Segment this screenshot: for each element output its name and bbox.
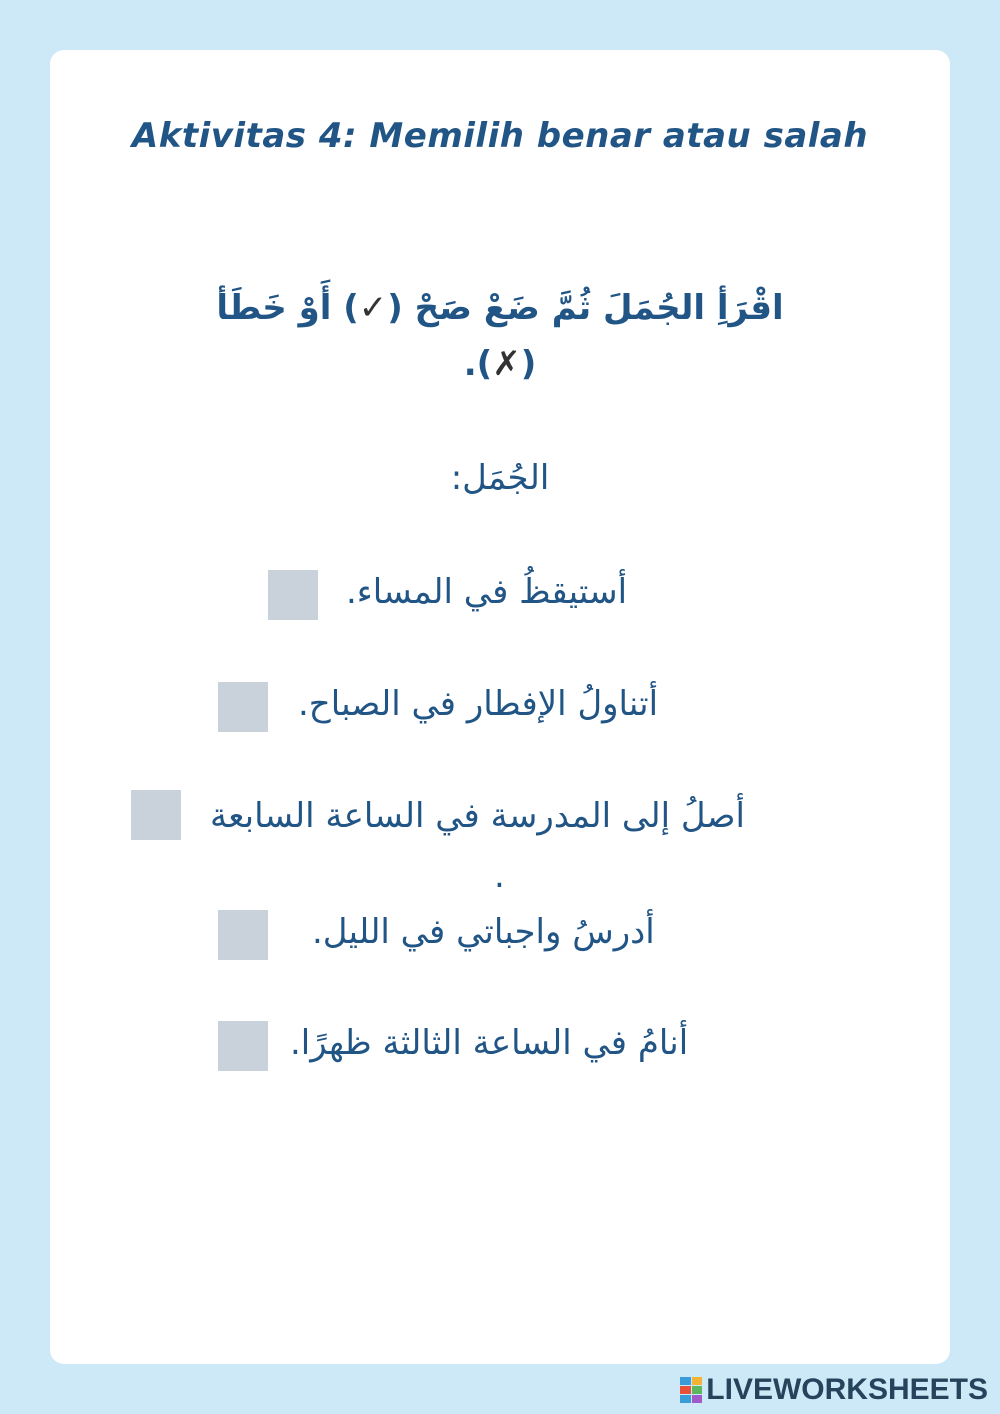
instruction-part-2: ) أَوْ خَطَأ ( [216,288,537,384]
liveworksheets-logo[interactable] [680,1370,988,1410]
sentence-4: أدرسُ واجباتي في الليل. [312,912,655,952]
answer-box-2[interactable] [218,682,268,732]
sentences-heading: الجُمَل: [450,458,550,498]
check-mark-icon: ✓ [358,288,388,328]
sentence-3: أصلُ إلى المدرسة في الساعة السابعة [210,796,745,836]
answer-box-4[interactable] [218,910,268,960]
instruction-part-1: اقْرَأِ الجُمَلَ ثُمَّ ضَعْ صَحْ ( [387,288,784,328]
sentence-1: أستيقظُ في المساء. [346,572,628,612]
answer-box-5[interactable] [218,1021,268,1071]
instruction-part-3: ). [463,344,493,384]
liveworksheets-brand: LIVEWORKSHEETS [706,1373,988,1406]
liveworksheets-logo-icon [680,1377,702,1403]
answer-box-3[interactable] [131,790,181,840]
sentence-2: أتناولُ الإفطار في الصباح. [298,684,659,724]
answer-box-1[interactable] [268,570,318,620]
cross-mark-icon: ✗ [492,344,521,384]
sentence-3-dot: . [494,856,505,896]
instruction-text [200,280,800,392]
sentence-5: أنامُ في الساعة الثالثة ظهرًا. [290,1023,689,1063]
activity-title: Aktivitas 4: Memilih benar atau salah [131,116,869,156]
